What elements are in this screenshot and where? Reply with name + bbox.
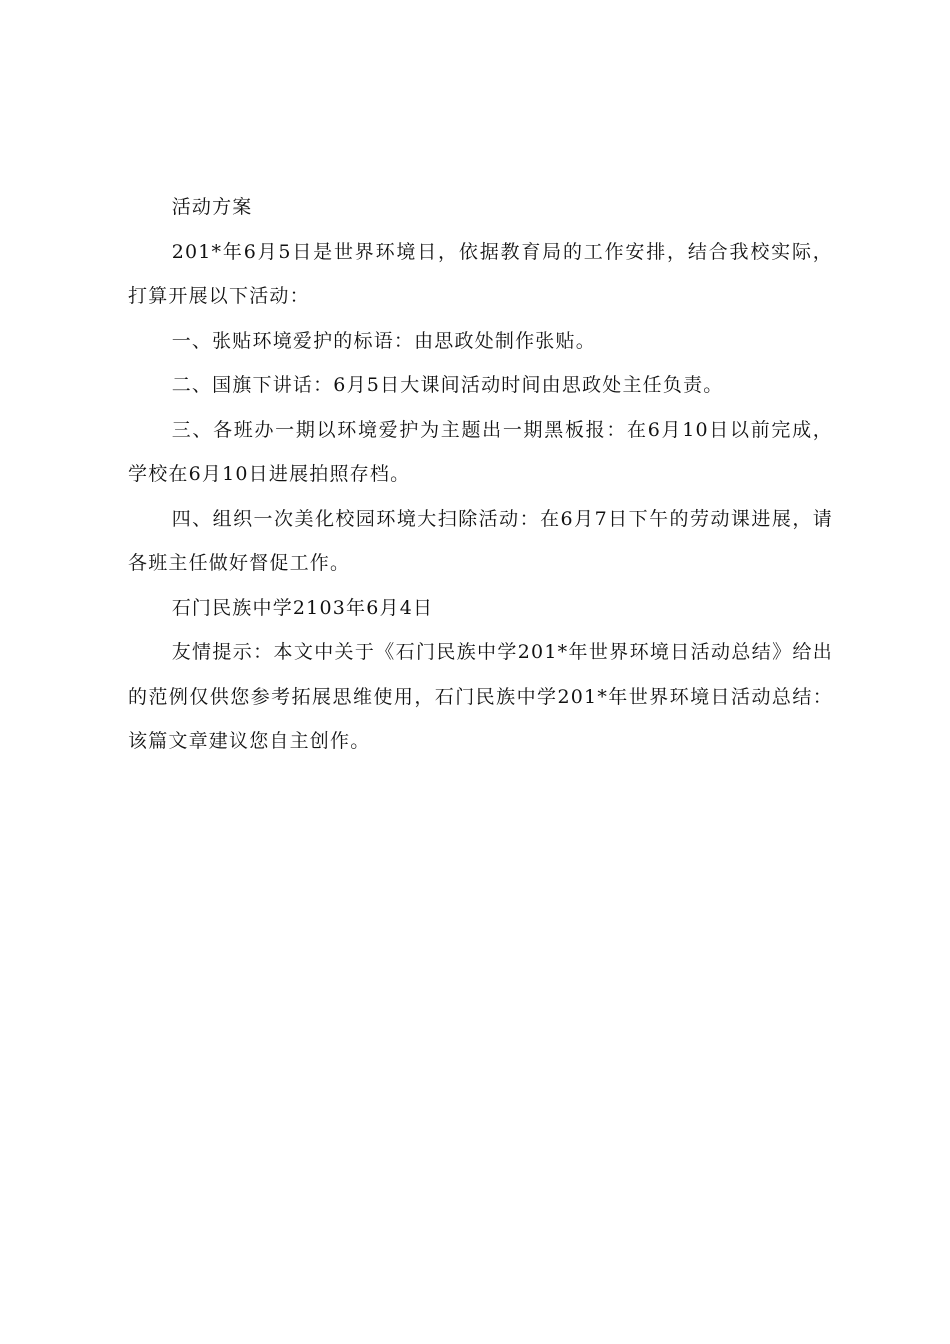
paragraph-item-2: 二、国旗下讲话：6月5日大课间活动时间由思政处主任负责。 <box>171 374 724 396</box>
paragraph-item-3: 三、各班办一期以环境爱护为主题出一期黑板报：在6月10日以前完成，学校在6月10日进展拍照存档。 <box>128 418 833 485</box>
paragraph-intro: 201*年6月5日是世界环境日，依据教育局的工作安排，结合我校实际，打算开展以下活动： <box>128 240 833 307</box>
document-body <box>128 185 833 764</box>
signature-line: 石门民族中学2103年6月4日 <box>171 596 434 619</box>
paragraph-item-1: 一、张贴环境爱护的标语：由思政处制作张贴。 <box>171 329 596 352</box>
paragraph-item-4: 四、组织一次美化校园环境大扫除活动：在6月7日下午的劳动课进展，请各班主任做好督促工作。 <box>128 507 833 574</box>
document-title: 活动方案 <box>171 196 253 218</box>
friendly-note: 友情提示：本文中关于《石门民族中学201*年世界环境日活动总结》给出的范例仅供您参考拓展思维使用，石门民族中学201*年世界环境日活动总结：该篇文章建议您自主创作。 <box>128 641 833 752</box>
